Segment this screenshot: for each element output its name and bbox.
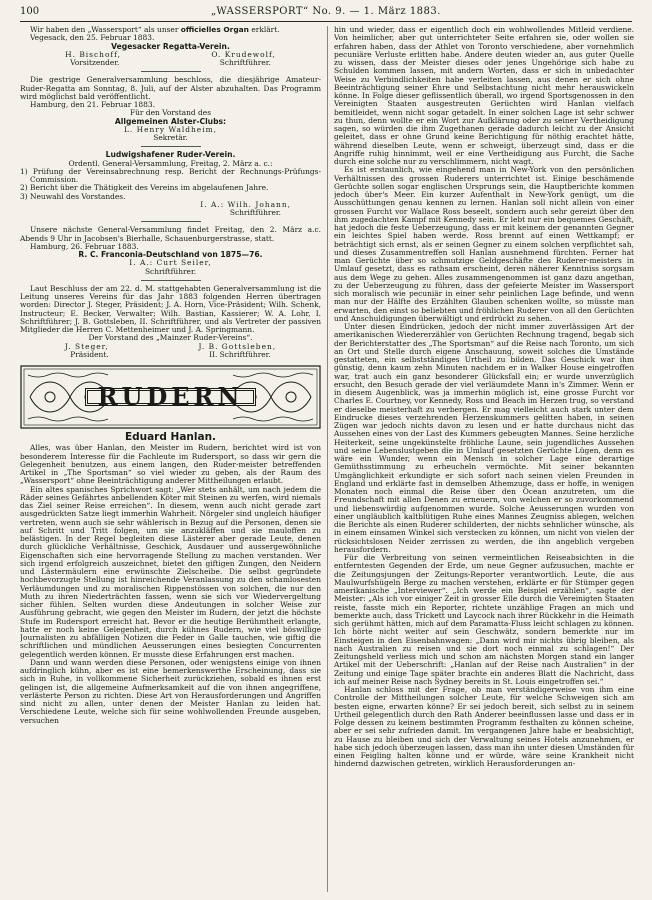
page-number: 100 [20, 6, 40, 17]
section-banner [20, 365, 321, 429]
column-divider [327, 26, 328, 892]
ludwigshafen-role: Schriftführer. [229, 208, 281, 217]
agenda-item: 2) Bericht über die Thätigkeit des Vereins im abgelaufenen Jahre. [20, 183, 269, 193]
header-rule [20, 21, 632, 22]
organ-notice-text: Wir haben den „Wassersport“ als unser officielles Organ erklärt. [30, 26, 280, 34]
article-paragraph: hin und wieder, dass er eigentlich doch ein wohlwollendes Mitleid verdiene. Von heimlicher, aber gut unterrichteter Seite erfahren sie, oder wollen sie erfahren haben, dass der Athlet von Toronto verschiedene, aber vornehmlich pecuniäre Verluste erlitten habe. Andere deuten wieder an, aus guter Quelle zu wissen, dass der Meister dieses oder jenes Ungehörige sich habe zu Schulden kommen lassen, mit andern Worten, dass er sich in unbedachter Weise zu Verbindlichkeiten habe verleiten lassen, aus denen er sich ohne Beeinträchtigung seiner Ehre und Selbstachtung nicht mehr herauswickeln könne. In Folge dieser geflissentlich überall, wo irgend Sportsgenossen in den Vereinigten Staaten ausgestreuten Gerüchten wird Hanlan vielfach bemitleidet, wenn nicht sogar getadelt. In einer solchen Lage ist sehr schwer zu thun, denn wollte er ein Wort zur Aufklärung oder zu seiner Vertheidigung sagen, so würden die ihm Zugethanen gerade dadurch leicht zu der Ansicht geleitet, dass er ohne Grund keine Berichtigung für nöthig erachtet hätte, während dieselben Leute, wenn er schweigt, überzeugt sind, dass er die Angriffe ruhig hinnimmt, weil er eine Vertheidigung aus Furcht, die Sache durch eine solche nur zu verschlimmern, nicht wagt. [334, 26, 634, 166]
franconia-text: Unsere nächste General-Versammlung findet Freitag, den 2. März a.c. Abends 9 Uhr in Jacobsen's Bierhalle, Schauenburgerstrasse, statt. [20, 225, 321, 243]
ludwigshafen-club: Ludwigshafener Ruder-Verein. [105, 150, 236, 160]
article-paragraph: Unter diesen Eindrücken, jedoch der nicht immer zuverlässigen Art der amerikanischen Wiedererzähler von Gerüchten Rechnung tragend, begab sich der Berichterstatter des „The Sportsman“ auf die Reise nach Toronto, um sich an Ort und Stelle durch eigene Anschauung, soweit solches die Umstände gestatteten, ein selbstständiges Urtheil zu bilden. Das Geschick war ihm günstig, denn kaum zehn Minuten nachdem er in Walker House eingetroffen war, trat auch ein ganz besonderer Glücksfall ein; er wurde unverzüglich ersucht, den Besuch gerade der viel verläumdete Mann in's Zimmer. Wenn er in diesem Augenblick, was ja immerhin möglich ist, eine grosse Furcht vor Charles E. Courtney, vor Kennedy, Ross und Beach im Herzen trug, so verstand er dieselbe meisterhaft zu verbergen. Er mag vielleicht auch stark unter dem Eindrucke dieses verzehrenden Herzenskummers gelitten haben, in seinen Zügen war jedoch nichts davon zu lesen und er hatte durchaus nicht das Aussehen eines von der Last des Kummers gebeugten Mannes. Seine herzliche Heiterkeit, seine ungekünstelte fröhliche Laune, sein jugendliches Aussehen und seine Lebenslustgeben die in Umlauf gesetzten Gerüchte Lügen, denn es wäre ein Wunder, wenn ein Mensch in solcher Lage eine derartige Gemüthsstimmung zu erheucheln vermöchte. Mit seiner bekannten Umgänglichkeit erkundigte er sich sofort nach seinen vielen Freunden in England und erklärte fast in demselben Athemzuge, dass er hoffe, in wenigen Monaten noch einmal die Reise über den Ocean anzutreten, um die Freundschaft mit allen Denen zu erneuern, von welchen er so zuvorkommend und liebenswürdig aufgenommen wurde. Solche Aeusserungen wurden von einer ungläublich kaltblütigen Ruhe eines Mannes Zeugniss ablegen, welchen die Berichte als einen Ruderer schilderten, der nichts sehnlicher wünsche, als in einem einsamen Winkel sich verstecken zu können, um nicht von vielen der rücksichtslosen Neider zerrissen zu werden, die ihn angeblich vergeben herausfordern. [334, 322, 634, 554]
alster-notice-name: L. Henry Waldheim, [123, 124, 218, 134]
right-column [334, 26, 634, 894]
mainz-names: J. Steger, J. B. Gottsleben, [64, 341, 277, 351]
alster-notice-place: Hamburg, den 21. Februar 1883. [30, 100, 155, 109]
article-paragraph: Ein altes spanisches Sprichwort sagt: „Wer stets anhält, um nach jedem die Räder seines Gefährtes anbellenden Köter mit Steinen zu werfen, wird niemals das Ziel seiner Reise erreichen“. In diesem, wenn auch nicht gerade zart ausgedrückten Satze liegt immerhin Wahrheit. Nörgeler sind ungleich häufiger vertreten, wenn auch sie sehr wählerisch in Bezug auf die Personen, denen sie auf Schritt und Tritt folgen, um sie anzukläffen und sie mauloffen zu belästigen. In der Regel begleiten diese Lästerer aber gerade Leute, denen durch glückliche Verhältnisse, Geschick, Ausdauer und aussergewöhnliche Eigenschaften sich eine hervorragende Stellung zu machen verstanden. Wer sich irgend erfolgreich auszeichnet, bietet den giftigen Zungen, den Neidern und Lästermäulern eine erwünschte Zielscheibe. Die selbst gegründete hochbevorzugte Stellung ist hinreichende Veranlassung zu den schamlosesten Verläumdungen und zu moralischen Rippenstössen von solchen, die nur den Muth zu ihren Niederträchten fassen, wenn sie sich vor Wiedervergeltung sicher fühlen. Selten wurden diese Andeutungen in solcher Weise zur Ausführung gebracht, wie gegen den Meister im Rudern, der jetzt die höchste Stufe im Rudersport erreicht hat. Bevor er die heutige Berühmtheit erlangte, hatte er noch keine Gelegenheit, durch kühnes Rudern, wie viel böswillige Journalisten zu abfälligen Notizen die Feder in Galle tauchen, wie giftig die schriftlichen und mündlichen Aeusserungen eines besiegten Concurrenten gelegentlich werden können. Er musste diese Erfahrungen erst machen. [20, 484, 321, 659]
separator-rule [141, 146, 201, 147]
franconia-role: Schriftführer. [144, 266, 197, 276]
article-paragraph: Hanlan schloss mit der Frage, ob man verständigerweise von ihm eine Controlle der Mittheilungen solcher Leute, für welche Schweigen sich am besten eigne, erwarten könne? Er sei jedoch bereit, sich selbst zu in seinem Urtheil gelegentlich durch den Rath Anderer beeinflussen lasse und dass er in Folge dessen zu keinem bestimmten Programm festhalten zu können scheine, aber er sei sehr zufrieden damit. Im vergangenen Jahre habe er beabsichtigt, zu Hause zu bleiben und sich der Verwaltung seines Hotels anzunehmen, er habe sich jedoch überzeugen lassen, dass man ihn unter diesen Umständen für einen Feigling halten könne und er würde, wäre seine Krankheit nicht hindernd dazwischen getreten, wirklich Herausforderungen an- [334, 685, 634, 769]
article-paragraph: Es ist erstaunlich, wie eingehend man in New-York von den persönlichen Verhältnissen des grossen Ruderers unterrichtet ist. Einige beschämende Gerüchte sollen sogar englischen Ursprungs sein, die Hauptberichte kommen jedoch über's Meer. Ein kurzer Aufenthalt in New-York genügt, um die Ausschüttungen genau kennen zu lernen. Hanlan soll nicht allein von einer grossen Furcht vor Wallace Ross beseelt, sondern auch sehr gereizt über den ihm zugedachten Kampf mit Kennedy sein. Er lebt nur ein bequemes Geschäft, hat jedoch die feste Ueberzeugung, dass er mit keinem der genannten Gegner ein leichtes Spiel haben werde. Ross brennt auf einen Wettkampf; er beträchtigt sich ernst, als er seinen Gegner zu einem solchen verpflichtet sah, und dieses Zusammentreffen soll Hanlan ausnehmend fürchten. Ferner hat man Gerüchte über so schmutzige Geldgeschäfte des Ruderer-meisters in Umlauf gesetzt, dass es rathsam erscheint, deren näherer Kenntniss sorgsam aus dem Wege zu gehen. Alles zusammengenommen ist ganz dazu angethan, zu der Ueberzeugung zu führen, dass der gefeierte Meister im Wassersport sich moralisch wie pecuniär in einer sehr peinlichen Lage befinde, und wenn man nur der Hälfte des Erzählten Glauben schenken wollte, so müsste man erwarten, den einst so beliebten und fröhlichen Ruderer von all den Gerüchten und Anschuldigungen überwältigt und erdrückt zu sehen. [334, 165, 634, 323]
agenda-item: 3) Neuwahl des Vorstandes. [20, 191, 126, 201]
alster-notice-club: Allgemeinen Alster-Clubs: [114, 116, 227, 126]
agenda-item: 1) Prüfung der Vereinsabrechnung resp. Bericht der Rechnungs-Prüfungs-Commission. [20, 166, 321, 184]
section-title: RUDERN [85, 388, 257, 406]
mainz-sign: Der Vorstand des „Mainzer Ruder-Vereins“. [88, 333, 253, 343]
franconia-sign: I. A.: Curt Seiler, [129, 258, 212, 268]
separator-rule [141, 71, 201, 72]
franconia-notice [20, 226, 321, 276]
left-column [20, 26, 321, 894]
article-paragraph: Für die Verbreitung von seinen vermeintlichen Reiseabsichten in die entferntesten Gegenden der Erde, um neue Gegner aufzusuchen, machte er die Zeitungsjungen der Zeitungs-Reporter verantwortlich. Leute, die aus Maulwurfshügeln Berge zu machen verstehen, erklärte er für Stümper gegen amerikanische „Interviewer“. „Ich werde ein Beispiel erzählen“, sagte der Meister: „Als ich vor einiger Zeit in grosser Eile durch die Vereinigten Staaten reiste, fasste mich ein Reporter, richtete unzählige Fragen an mich und bemerkte auch, dass Trickett und Laycock nach ihrer Rückkehr in die Heimath sich gerühmt hätten, mich auf dem Paramatta-Fluss leicht schlagen zu können. Ich hörte nicht weiter auf sein Geschwätz, sondern bemerkte nur im Einsteigen in den Eisenbahnwagen: „Dann wird mir nichts übrig bleiben, als nach Australien zu reisen und sie dort noch einmal zu schlagen!“ Der Zeitungsheld verliess mich und schon am nächsten Morgen stand ein langer Artikel mit der Ueberschrift: „Hanlan auf der Reise nach Australien“ in der Zeitung und einige Tage später brachte ein anderes Blatt die Nachricht, dass ich auf meiner Reise nach Sydney bereits in St. Louis eingetroffen sei.“ [334, 553, 634, 686]
organ-notice [20, 26, 321, 67]
mainz-roles: Präsident. II. Schriftführer. [70, 349, 271, 359]
mainz-text: Laut Beschluss der am 22. d. M. stattgehabten Generalversammlung ist die Leitung unseres Vereins für das Jahr 1883 folgenden Herren übertragen worden: Director J. Steger, Präsident; J. A. Horn, Vice-Präsident; Wilh. Schenk, Instructeur; E. Becker, Verwalter; Wilh. Bastian, Kassierer; W. A. Lohr, I. Schriftführer; J. B. Gottsleben, II. Schriftführer, und als Vertreter der passiven Mitglieder die Herren C. Mettenheimer und J. A. Springmann. [20, 283, 321, 334]
mainz-notice [20, 285, 321, 359]
article-title: Eduard Hanlan. [124, 431, 217, 443]
ludwigshafen-sign: I. A.: Wilh. Johann, [200, 199, 291, 209]
ludwigshafen-notice [20, 151, 321, 217]
page-running-title: „WASSERSPORT“ No. 9. — 1. März 1883. [211, 6, 441, 17]
alster-notice-text: Die gestrige Generalversammlung beschloss, die diesjährige Amateur-Ruder-Regatta am Sonntag, 8. Juli, auf der Alster abzuhalten. Das Programm wird möglichst bald veröffentlicht. [20, 75, 321, 101]
organ-notice-club: Vegesacker Regatta-Verein. [111, 41, 230, 51]
organ-notice-names: H. Bischoff, O. Krudewolf, [65, 49, 276, 59]
organ-notice-roles: Vorsitzender. Schriftführer. [70, 58, 271, 67]
separator-rule [141, 280, 201, 281]
alster-notice [20, 76, 321, 142]
article-paragraph: Alles, was über Hanlan, den Meister im Rudern, berichtet wird ist von besonderem Interesse für die Fachleute im Rudersport, so dass wir gern die Gelegenheit benutzen, aus einem langen, den Ruder-meister betreffenden Artikel in „The Sportsman“ so viel wieder zu geben, als der Raum des „Wassersport“ ohne Beeinträchtigung anderer Mittheilungen erlaubt. [20, 443, 321, 486]
organ-notice-place: Vegesack, den 25. Februar 1883. [30, 33, 155, 43]
alster-notice-sign: Für den Vorstand des [129, 108, 212, 118]
article-paragraph: Dann und wann werden diese Personen, oder wenigstens einige von ihnen aufdringlich kühn, aber es ist eine bemerkenswerthe Erscheinung, dass sie sich in Ruhe, in vollkommene Sicherheit zurückziehen, sobald es ihnen erst gelingen ist, die allgemeine Aufmerksamkeit auf die von ihnen angegriffene, verlästerte Person zu richten. Diese Art von Herausforderungen und Angriffen sind nicht zu allen, unter denen der Meister Hanlan zu leiden hat. Verschiedene Leute, welche sich für seine wohlwollenden Freunde ausgeben, versuchen [20, 657, 321, 725]
page-header [20, 6, 632, 20]
separator-rule [141, 221, 201, 222]
ludwigshafen-intro: Ordentl. General-Versammlung, Freitag, 2. März a. c.: [68, 158, 273, 168]
alster-notice-role: Sekretär. [153, 133, 188, 142]
franconia-club: R. C. Franconia-Deutschland von 1875—76. [78, 250, 263, 259]
franconia-place: Hamburg, 26. Februar 1883. [30, 241, 139, 251]
